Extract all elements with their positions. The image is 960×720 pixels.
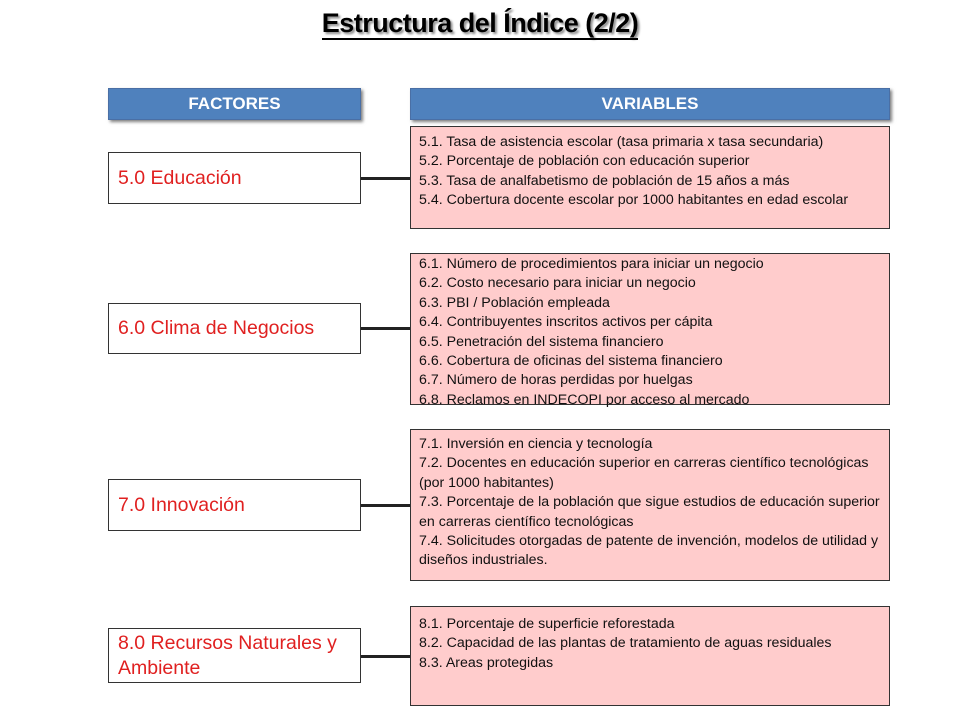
variable-item: 6.4. Contribuyentes inscritos activos per cápita (419, 314, 713, 331)
variable-item: 8.3. Areas protegidas (419, 654, 554, 671)
variable-item: 7.2. Docentes en educación superior en carreras científico tecnológicas (por 1000 habitantes) (419, 455, 873, 491)
variables-box-clima-negocios (410, 253, 890, 408)
variables-box-recursos-naturales (410, 606, 890, 706)
variables-box-educacion (410, 126, 890, 229)
factor-box-innovacion (108, 479, 361, 531)
connector-line (361, 327, 410, 330)
factor-label: 8.0 Recursos Naturales y Ambiente (118, 631, 337, 679)
variable-item: 5.4. Cobertura docente escolar por 1000 habitantes en edad escolar (419, 192, 849, 209)
connector-line (361, 177, 410, 180)
variable-item: 6.7. Número de horas perdidas por huelgas (419, 372, 693, 389)
variable-item: 8.2. Capacidad de las plantas de tratamiento de aguas residuales (419, 635, 832, 652)
factor-box-clima-negocios (108, 303, 361, 354)
variable-item: 7.4. Solicitudes otorgadas de patente de invención, modelos de utilidad y diseños industriales. (419, 533, 882, 569)
variable-item: 5.2. Porcentaje de población con educación superior (419, 153, 750, 170)
header-variables: VARIABLES (410, 88, 890, 120)
variable-item: 6.5. Penetración del sistema financiero (419, 333, 664, 350)
factor-box-recursos-naturales (108, 628, 361, 683)
factor-label: 5.0 Educación (118, 166, 242, 189)
variable-item: 5.3. Tasa de analfabetismo de población de 15 años a más (419, 172, 790, 189)
connector-line (361, 655, 410, 658)
variable-item: 6.3. PBI / Población empleada (419, 294, 610, 311)
page-title (0, 8, 960, 39)
variable-item: 6.1. Número de procedimientos para iniciar un negocio (419, 256, 764, 272)
variable-item: 6.2. Costo necesario para iniciar un negocio (419, 275, 696, 292)
variable-item: 6.8. Reclamos en INDECOPI por acceso al mercado (419, 391, 750, 408)
page-title-text: Estructura del Índice (2/2) (321, 8, 639, 38)
factor-box-educacion (108, 152, 361, 204)
factor-label: 7.0 Innovación (118, 493, 245, 516)
variables-box-innovacion (410, 429, 890, 581)
header-factores: FACTORES (108, 88, 361, 120)
variable-item: 7.1. Inversión en ciencia y tecnología (419, 436, 653, 452)
variable-item: 8.1. Porcentaje de superficie reforestada (419, 616, 675, 632)
variable-item: 6.6. Cobertura de oficinas del sistema financiero (419, 353, 723, 370)
variable-item: 5.1. Tasa de asistencia escolar (tasa primaria x tasa secundaria) (419, 134, 824, 150)
connector-line (361, 504, 410, 507)
variable-item: 7.3. Porcentaje de la población que sigue estudios de educación superior en carreras científico tecnológicas (419, 494, 884, 530)
factor-label: 6.0 Clima de Negocios (118, 317, 315, 339)
